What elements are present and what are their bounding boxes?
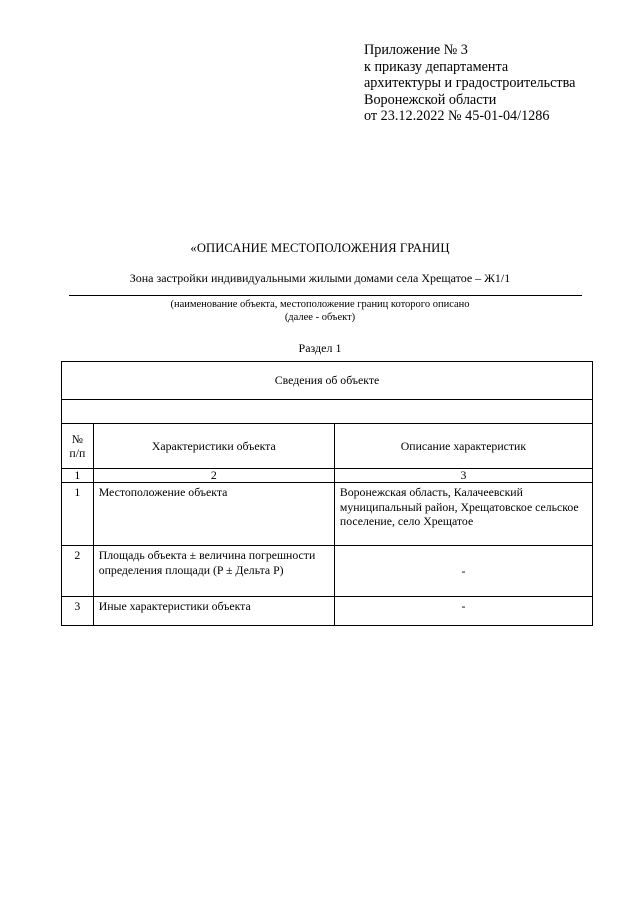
zone-name: Зона застройки индивидуальными жилыми домами села Хрещатое – Ж1/1 bbox=[129, 271, 511, 285]
row-description: - bbox=[334, 597, 592, 626]
row-description: - bbox=[334, 546, 592, 597]
row-number: 2 bbox=[62, 546, 94, 597]
object-info-table bbox=[61, 361, 593, 626]
column-number-cell: 1 bbox=[62, 469, 94, 483]
appendix-line: от 23.12.2022 № 45-01-04/1286 bbox=[364, 108, 550, 124]
appendix-line: к приказу департамента bbox=[364, 58, 509, 75]
row-characteristic: Иные характеристики объекта bbox=[93, 597, 334, 626]
column-number-cell: 3 bbox=[334, 469, 592, 483]
caption-line: (наименование объекта, местоположение границ которого описано bbox=[170, 299, 470, 310]
column-header-number: № п/п bbox=[62, 424, 94, 469]
underline-divider bbox=[69, 295, 582, 296]
row-number: 1 bbox=[62, 483, 94, 546]
appendix-line: архитектуры и градостроительства bbox=[364, 75, 576, 91]
column-header-characteristic: Характеристики объекта bbox=[93, 424, 334, 469]
caption bbox=[0, 298, 640, 324]
row-characteristic: Площадь объекта ± величина погрешности определения площади (P ± Дельта P) bbox=[93, 546, 334, 597]
appendix-line: Воронежской области bbox=[364, 91, 497, 108]
row-characteristic: Местоположение объекта bbox=[93, 483, 334, 546]
column-number-cell: 2 bbox=[93, 469, 334, 483]
table-row bbox=[62, 597, 593, 626]
table-row bbox=[62, 546, 593, 597]
caption-line: (далее - объект) bbox=[284, 312, 356, 323]
row-description: Воронежская область, Калачеевский муниципальный район, Хрещатовское сельское поселение, село Хрещатое bbox=[334, 483, 592, 546]
table-row bbox=[62, 483, 593, 546]
appendix-line: Приложение № 3 bbox=[364, 42, 468, 58]
appendix-block bbox=[364, 42, 575, 125]
row-number: 3 bbox=[62, 597, 94, 626]
table-heading: Сведения об объекте bbox=[62, 362, 593, 400]
table-empty-row bbox=[62, 400, 593, 424]
column-header-description: Описание характеристик bbox=[334, 424, 592, 469]
section-label: Раздел 1 bbox=[298, 341, 342, 355]
document-title: «ОПИСАНИЕ МЕСТОПОЛОЖЕНИЯ ГРАНИЦ bbox=[190, 241, 450, 255]
